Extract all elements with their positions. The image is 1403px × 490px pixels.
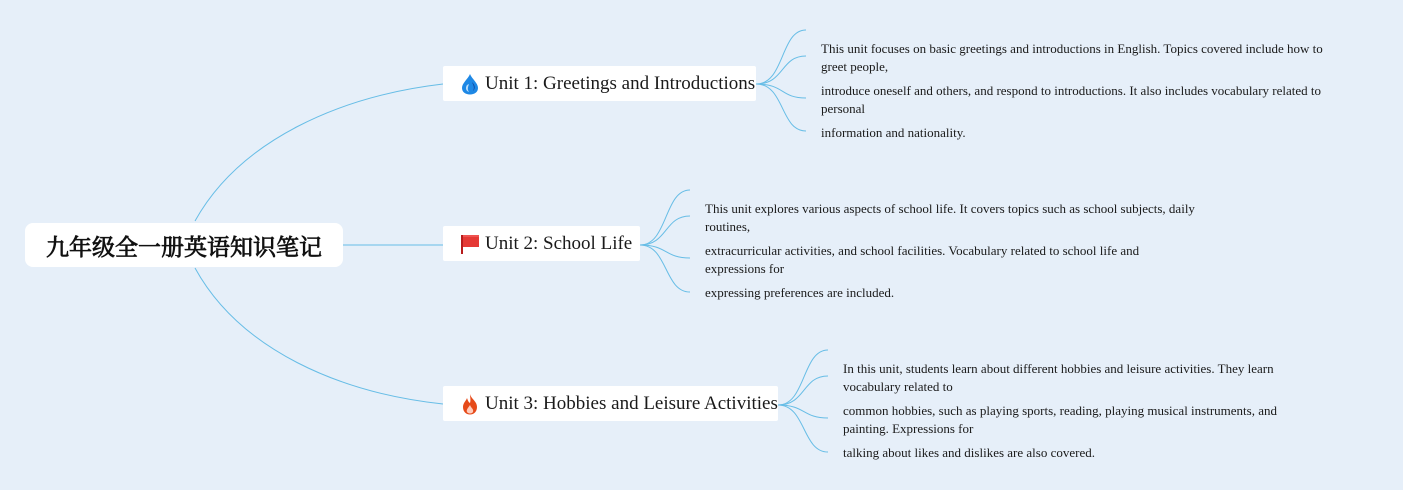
unit-3-title: Unit 3: Hobbies and Leisure Activities	[485, 392, 778, 414]
water-drop-icon	[460, 73, 480, 95]
unit-1-title: Unit 1: Greetings and Introductions	[485, 72, 756, 94]
connector-unit-2-a	[640, 190, 690, 245]
unit-2-detail-2[interactable]: extracurricular activities, and school facilities. Vocabulary related to school life and expressions for	[705, 243, 1140, 276]
topic-unit-2[interactable]	[443, 226, 640, 261]
unit-1-detail-2[interactable]: introduce oneself and others, and respond to introductions. It also includes vocabulary related to personal	[821, 83, 1321, 116]
fire-icon	[460, 393, 480, 415]
topic-unit-3[interactable]	[443, 386, 778, 421]
root-topic[interactable]	[25, 223, 343, 267]
unit-2-title: Unit 2: School Life	[485, 232, 633, 254]
root-title: 九年级全一册英语知识笔记	[46, 234, 322, 261]
connector-root-unit-3	[195, 268, 443, 404]
connector-unit-1-d	[756, 84, 806, 131]
connector-unit-1-c	[756, 84, 806, 98]
connector-unit-3-a	[778, 350, 828, 405]
unit-3-detail-3[interactable]: talking about likes and dislikes are also covered.	[843, 445, 1095, 460]
unit-1-detail-1[interactable]: This unit focuses on basic greetings and introductions in English. Topics covered include how to greet people,	[821, 41, 1323, 74]
connector-root-unit-1	[195, 84, 443, 221]
unit-3-detail-2[interactable]: common hobbies, such as playing sports, reading, playing musical instruments, and painting. Expressions for	[843, 403, 1277, 436]
unit-2-detail-3[interactable]: expressing preferences are included.	[705, 285, 895, 300]
connector-unit-2-d	[640, 245, 690, 292]
topic-unit-1[interactable]	[443, 66, 756, 101]
flag-icon	[460, 233, 480, 255]
connector-unit-3-d	[778, 405, 828, 452]
unit-2-detail-1[interactable]: This unit explores various aspects of school life. It covers topics such as school subjects, daily routines,	[705, 201, 1195, 234]
connector-unit-3-c	[778, 405, 828, 418]
connector-unit-2-c	[640, 245, 690, 258]
unit-1-detail-3[interactable]: information and nationality.	[821, 125, 966, 140]
unit-3-detail-1[interactable]: In this unit, students learn about different hobbies and leisure activities. They learn vocabulary related to	[843, 361, 1274, 394]
